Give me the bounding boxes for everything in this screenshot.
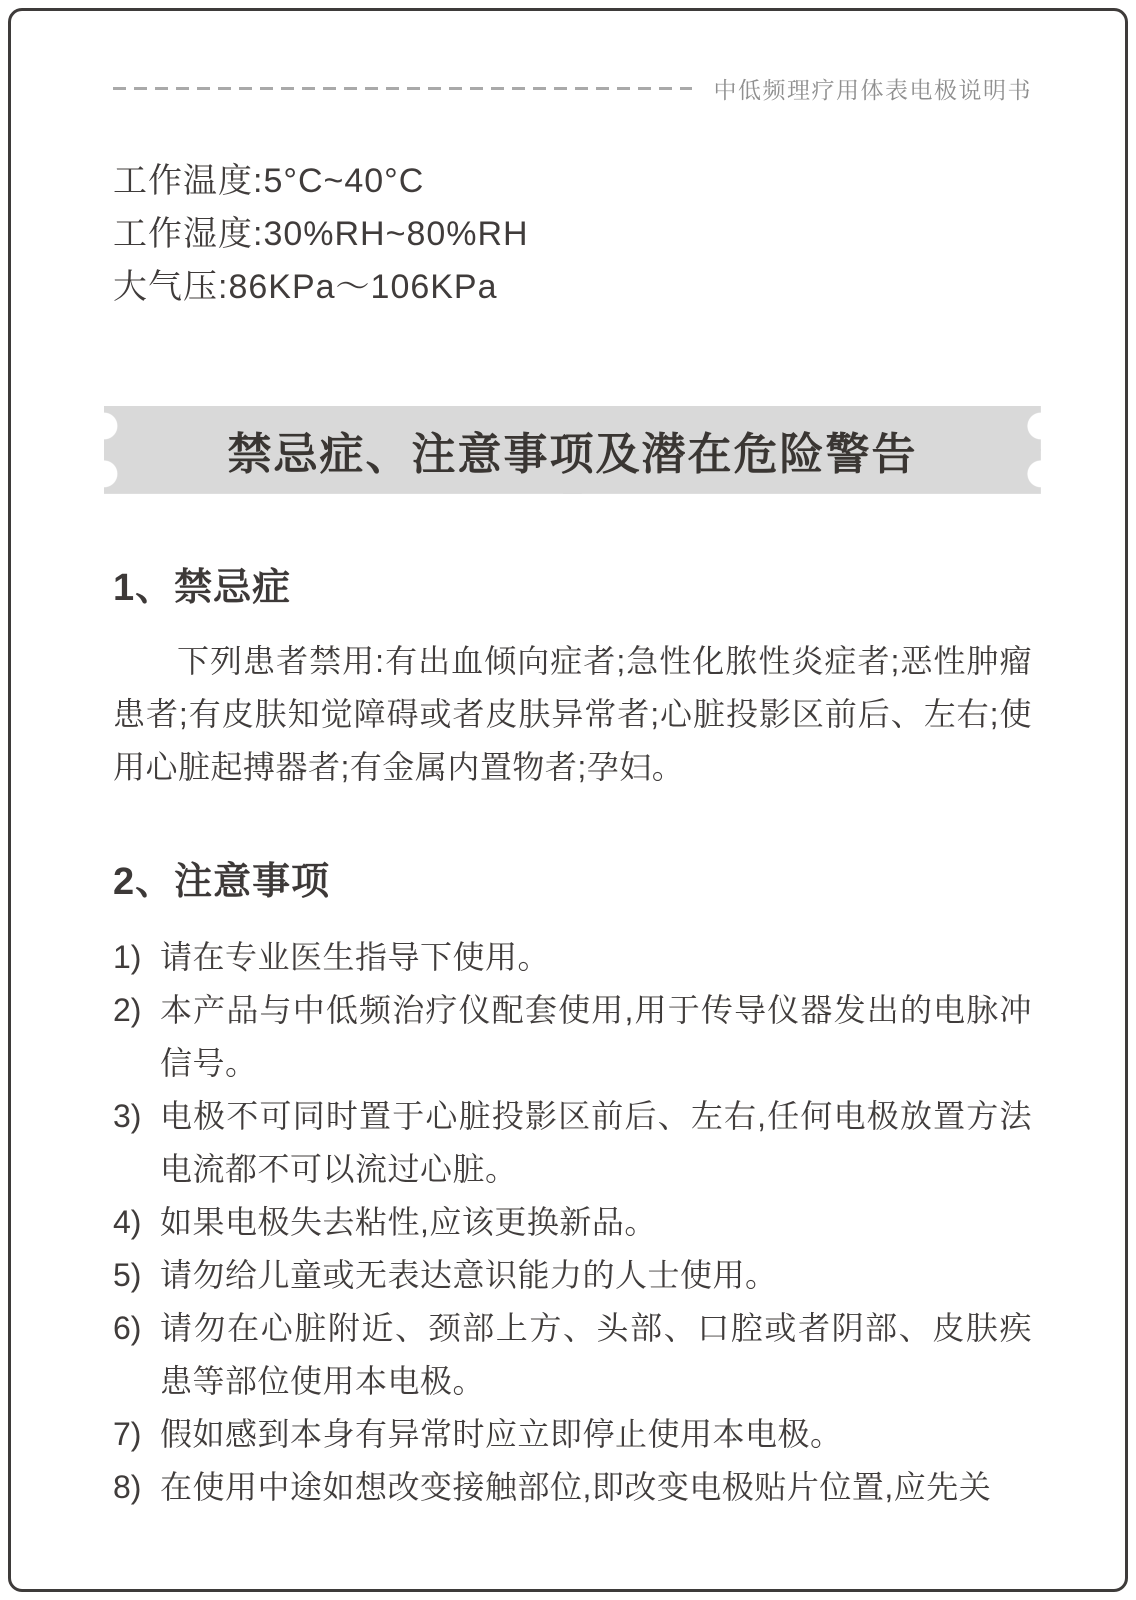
list-item xyxy=(113,984,1032,1090)
list-item-marker: 4) xyxy=(113,1204,142,1240)
page-content xyxy=(113,0,1032,1514)
list-item-text: 如果电极失去粘性,应该更换新品。 xyxy=(160,1204,657,1240)
spec-list xyxy=(113,155,1032,314)
list-item-text: 在使用中途如想改变接触部位,即改变电极贴片位置,应先关 xyxy=(160,1469,992,1505)
contraindications-paragraph: 下列患者禁用:有出血倾向症者;急性化脓性炎症者;恶性肿瘤患者;有皮肤知觉障碍或者皮肤异常者;心脏投影区前后、左右;使用心脏起搏器者;有金属内置物者;孕妇。 xyxy=(113,643,1032,785)
list-item-text: 电极不可同时置于心脏投影区前后、左右,任何电极放置方法电流都不可以流过心脏。 xyxy=(160,1098,1032,1187)
spec-working-temperature: 工作温度:5°C~40°C xyxy=(113,162,425,200)
list-item xyxy=(113,1249,1032,1302)
list-item-marker: 2) xyxy=(113,992,142,1028)
list-item-marker: 7) xyxy=(113,1416,142,1452)
warning-banner xyxy=(104,406,1041,494)
list-item xyxy=(113,1302,1032,1408)
list-item xyxy=(113,1408,1032,1461)
precautions-list xyxy=(113,931,1032,1514)
list-item xyxy=(113,1461,1032,1514)
doc-header xyxy=(113,72,1032,105)
section-heading-precautions: 2、注意事项 xyxy=(113,861,331,903)
list-item-text: 请勿给儿童或无表达意识能力的人士使用。 xyxy=(160,1257,778,1293)
list-item-marker: 6) xyxy=(113,1310,142,1346)
warning-banner-title: 禁忌症、注意事项及潜在危险警告 xyxy=(227,430,918,479)
section-heading-contraindications: 1、禁忌症 xyxy=(113,567,292,609)
list-item-marker: 3) xyxy=(113,1098,142,1134)
list-item-marker: 1) xyxy=(113,939,142,975)
list-item-text: 本产品与中低频治疗仪配套使用,用于传导仪器发出的电脉冲信号。 xyxy=(160,992,1032,1081)
list-item-text: 请在专业医生指导下使用。 xyxy=(160,939,551,975)
list-item-text: 假如感到本身有异常时应立即停止使用本电极。 xyxy=(160,1416,843,1452)
spec-atmospheric-pressure: 大气压:86KPa～106KPa xyxy=(113,268,498,306)
list-item-marker: 5) xyxy=(113,1257,142,1293)
list-item xyxy=(113,1090,1032,1196)
list-item xyxy=(113,1196,1032,1249)
doc-title: 中低频理疗用体表电极说明书 xyxy=(713,77,1032,103)
spec-working-humidity: 工作湿度:30%RH~80%RH xyxy=(113,215,529,253)
list-item-text: 请勿在心脏附近、颈部上方、头部、口腔或者阴部、皮肤疾患等部位使用本电极。 xyxy=(160,1310,1032,1399)
dashed-rule xyxy=(113,87,692,90)
list-item xyxy=(113,931,1032,984)
list-item-marker: 8) xyxy=(113,1469,142,1505)
